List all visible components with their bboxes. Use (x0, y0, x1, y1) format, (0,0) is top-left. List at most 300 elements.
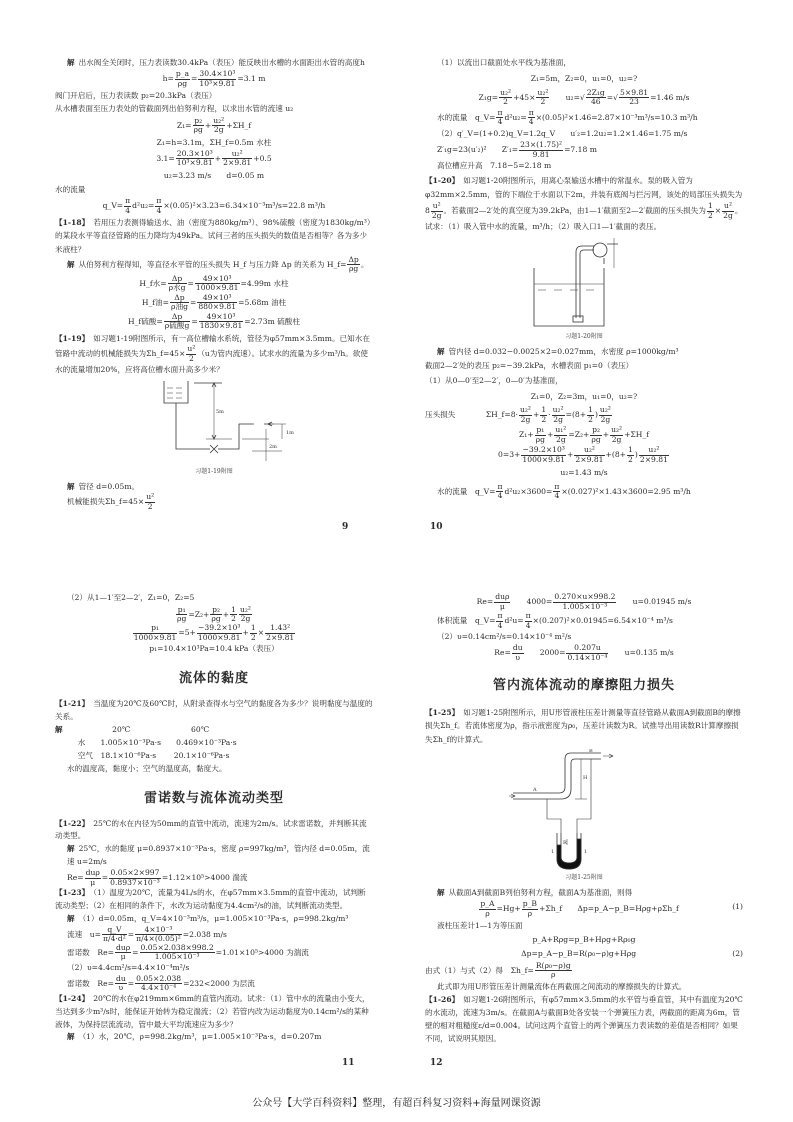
fraction (109, 869, 161, 887)
text-run: +Σh_f Δp=p_A−p_B=Hρg+ρΣh_f (538, 904, 679, 914)
equation (425, 644, 743, 662)
denominator: μ (120, 952, 126, 962)
text-run: 体积流量 q_V= (437, 616, 496, 625)
fraction (115, 944, 131, 962)
numerator: π (156, 196, 162, 206)
fraction (496, 483, 503, 501)
denominator: 2×9.81 (575, 454, 604, 464)
numerator: 1 (628, 445, 633, 455)
problem-label: 【1-25】 (425, 708, 460, 718)
denominator: ρ油g (171, 302, 188, 312)
text-run: + (567, 450, 574, 460)
text-run: （1）水，20℃，ρ=998.2kg/m³，μ=1.005×10⁻³Pa·s，d=0.207m (78, 1032, 322, 1042)
fraction (496, 612, 503, 630)
problem-label: 解 (67, 58, 75, 67)
numerator: p₂ (212, 604, 221, 614)
text-run: 从截面A到截面B列伯努利方程，截面A为基准面，则得 (448, 887, 633, 897)
equation (55, 643, 373, 656)
problem-label: 解 (55, 724, 63, 734)
text-run: d²u₂= (504, 112, 527, 122)
text-run: =(8+ (565, 410, 587, 420)
numerator: Δp (170, 294, 189, 304)
text-run: = (101, 873, 109, 883)
paragraph (425, 483, 743, 501)
denominator: ρ (527, 908, 533, 918)
equation (55, 275, 373, 293)
figure (425, 749, 743, 871)
fraction (610, 426, 623, 444)
denominator: 2×9.81 (639, 454, 668, 464)
numerator: p₁ (177, 604, 186, 614)
equation (55, 313, 373, 331)
equation (55, 70, 373, 88)
text-run: 从伯努利方程得知，等直径水平管的压头损失 H_f 与压力降 Δp 的关系为 H_f= (78, 259, 347, 269)
numerator: p_B (522, 899, 537, 909)
fraction (494, 593, 510, 611)
text-run: 20℃ 60℃ (66, 724, 210, 734)
text-run: 。若截面2—2′处的真空度为39.2kPa，由1—1′截面至2—2′截面的压头损失为 (443, 206, 706, 216)
denominator: ρg (177, 614, 187, 624)
text-run: =5+ (178, 628, 196, 638)
page-12 (425, 592, 743, 1052)
problem-label: 【1-24】 (55, 993, 90, 1003)
denominator: 2g (213, 125, 224, 135)
text-run: p₁=10.4×10³Pa=10.4 kPa（表压） (149, 644, 279, 654)
fraction (195, 275, 240, 293)
figure-label: 2m (269, 444, 277, 451)
text-run: =7.18 m (564, 145, 597, 155)
problem-label: 解 (67, 1032, 75, 1042)
numerator: −39.2×10³ (522, 445, 565, 455)
fraction (479, 900, 495, 918)
paragraph (425, 56, 743, 70)
denominator: 4 (497, 491, 503, 501)
numerator: u₂² (213, 115, 225, 125)
fraction (722, 202, 734, 220)
numerator: 0.270×u×998.2 (554, 592, 616, 601)
denominator: υ (118, 983, 124, 993)
numerator: 49×10³ (199, 313, 244, 323)
denominator: 4 (528, 117, 534, 127)
text-run: 从水槽表面至压力表处的管截面列出伯努利方程，以求出水管的流速 u₂ (55, 104, 294, 114)
denominator: 0.8937×10⁻³ (110, 877, 160, 887)
text-run: =2.038 m/s (182, 929, 227, 939)
paragraph (55, 480, 373, 493)
denominator: 2 (588, 414, 593, 424)
text-run: 如习题1-20附图所示，用离心泵输送水槽中的常温水。泵的吸入管为φ32mm×2.5mm，管的下端位于水面以下2m，并装有底阀与拦污网，该处的局部压头损失为8 (425, 175, 743, 216)
numerator: 1 (707, 201, 713, 211)
text-run: 压头损失 ΣH_f=8· (425, 410, 518, 420)
numerator: p₁ (133, 624, 178, 634)
text-run: 习题1-19附图 (195, 468, 233, 476)
paragraph (425, 109, 743, 127)
denominator: ρg (348, 264, 359, 274)
denominator: 0.14×10⁻⁴ (567, 652, 608, 662)
numerator: π (525, 611, 531, 620)
numerator: p_a (175, 69, 190, 79)
denominator: ρg (211, 614, 221, 624)
text-run: + (242, 628, 249, 638)
text-run: 此式即为用U形管压差计测量流体在两截面之间流动的摩擦损失的计算式。 (437, 981, 687, 991)
text-run: （2）υ=0.14cm²/s=0.14×10⁻⁴ m²/s (437, 632, 572, 641)
numerator: duρ (115, 942, 131, 952)
text-run: Z₁= (176, 120, 192, 130)
denominator: 2g (600, 414, 611, 424)
denominator: 4 (554, 491, 560, 501)
denominator: 1000×9.81 (522, 454, 566, 464)
text-run: +0.5 (253, 153, 272, 163)
text-run: 当温度为20℃及60℃时，从附录查得水与空气的黏度各为多少？说明黏度与温度的关系。 (55, 699, 373, 721)
denominator: 4 (125, 205, 131, 215)
text-run: = (191, 74, 198, 84)
text-run: +ΣH_f (226, 120, 252, 130)
problem-label: 【1-18】 (55, 218, 90, 228)
text-run: 水 1.005×10⁻³Pa·s 0.469×10⁻³Pa·s (55, 737, 237, 747)
paragraph (55, 818, 373, 844)
fraction (431, 202, 443, 220)
fraction (176, 150, 214, 168)
text-run: 0=3+ (498, 450, 521, 460)
denominator: 2g (553, 414, 563, 424)
numerator: 1 (588, 405, 593, 415)
figure-label: R (563, 839, 567, 846)
text-run: =Z₂+ (188, 609, 210, 619)
equation (425, 89, 743, 107)
denominator: 2 (188, 353, 194, 363)
denominator: 9.81 (532, 149, 550, 159)
fraction (170, 294, 189, 312)
paragraph (425, 374, 743, 388)
text-run: + (602, 430, 610, 440)
numerator: 1 (541, 405, 547, 415)
paragraph (55, 102, 373, 115)
figure-label: 1 (584, 848, 588, 855)
fraction (212, 117, 225, 135)
paragraph (55, 962, 373, 975)
numerator: p_A (480, 899, 495, 909)
denominator: 4 (497, 620, 503, 630)
text-run: 25℃的水在内径为50mm的直管中流动，流速为2m/s。试求雷诺数，并判断其流动类型。 (55, 818, 367, 841)
numerator: u₂² (239, 604, 251, 614)
paragraph (425, 345, 743, 359)
fraction (135, 975, 182, 993)
paragraph (55, 698, 373, 724)
denominator: 2 (541, 414, 547, 424)
text-run: = (132, 947, 139, 957)
text-run: 雷诺数 Re= (67, 978, 114, 988)
text-run: Re= (67, 873, 84, 883)
page-number: 12 (430, 1058, 443, 1068)
numerator: 0.05×2×997 (110, 868, 160, 878)
fraction (522, 900, 538, 918)
numerator: 30.4×10³ (199, 69, 236, 79)
numerator: 49×10³ (197, 294, 237, 304)
figure-label: 5m (216, 409, 224, 416)
numerator: du (512, 643, 523, 653)
denominator: 1000×9.81 (197, 632, 241, 642)
text-run: Z₁g= (478, 92, 499, 102)
text-run: h= (162, 74, 174, 84)
footer-watermark-text: 公众号【大学百科资料】整理，有超百科复习资料+海量网课资源 (252, 1098, 541, 1109)
numerator: Δp (168, 275, 187, 285)
text-run: =5.68m 油柱 (238, 297, 287, 307)
fraction (265, 624, 295, 642)
fraction (528, 109, 535, 127)
text-run: 4000= (511, 597, 553, 606)
paragraph (425, 980, 743, 993)
denominator: 2g (555, 434, 566, 444)
fraction (347, 256, 359, 274)
text-run: （1）以流出口截面处水平线为基准面， (437, 58, 571, 67)
text-run: =1.46 m/s (650, 92, 690, 102)
text-run: = (127, 978, 135, 988)
text-run: p_A+Rρg=p_B+Hρg+Rρ₀g (532, 935, 636, 945)
text-run: 空气 18.1×10⁻⁶Pa·s 20.1×10⁻⁶Pa·s (55, 750, 230, 760)
text-run: （2）υ=4.4cm²/s=4.4×10⁻⁴m²/s (67, 962, 190, 972)
fraction (627, 446, 634, 464)
fraction (102, 926, 127, 944)
fraction (176, 606, 187, 624)
numerator: p₁ (536, 425, 545, 435)
paragraph (425, 141, 743, 159)
text-run: （2）从1—1′至2—2′，Z₁=0，Z₂=5 (67, 593, 195, 602)
text-run: （u为管内流速）。试求水的流量为多少m³/h。欲使水的流量增加20%，应将高位槽水面升高多少米？ (55, 349, 368, 375)
denominator: ρ (485, 908, 490, 918)
numerator: 1 (231, 604, 236, 614)
denominator: 46 (590, 97, 601, 107)
figure-caption (55, 468, 373, 476)
fraction (496, 109, 503, 127)
fraction (599, 406, 612, 424)
paragraph (425, 630, 743, 643)
text-run: ×(0.05)²×3.23=6.34×10⁻³m³/s=22.8 m³/h (163, 201, 326, 211)
fraction (566, 644, 608, 662)
equation (425, 446, 743, 464)
text-run: d²u₂×3600= (504, 486, 553, 496)
fraction (519, 406, 532, 424)
table-row (55, 724, 373, 737)
text-run: Z₁+ (518, 430, 534, 440)
figure (425, 238, 743, 330)
numerator: 49×10³ (195, 275, 240, 285)
numerator: q_V (102, 926, 127, 936)
fraction (535, 426, 546, 444)
text-run: 液柱压差计1—1为等压面 (437, 921, 523, 931)
paragraph (55, 869, 373, 887)
denominator: 2 (503, 97, 508, 107)
paragraph (425, 174, 743, 235)
page-10 (425, 56, 743, 516)
text-run: +(8+ (605, 450, 627, 460)
problem-label: 【1-22】 (55, 818, 90, 828)
denominator: 2×9.81 (266, 632, 295, 642)
fraction (135, 926, 182, 944)
denominator: 4 (525, 620, 531, 630)
denominator: ρg (177, 78, 188, 88)
text-run: · (548, 410, 551, 420)
page-9 (55, 56, 373, 516)
denominator: 2g (431, 210, 442, 220)
paragraph (425, 962, 743, 980)
text-run: 机械能损失Σh_f=45× (67, 497, 145, 507)
text-run: =Z₂+ (568, 430, 590, 440)
fraction (512, 644, 524, 662)
paragraph (425, 406, 743, 424)
equation (425, 900, 743, 918)
text-run: 管内径 d=0.032−0.0025×2=0.027mm，水密度 ρ=1000kg/m³ (448, 346, 679, 356)
fraction (587, 406, 594, 424)
text-run: （1）温度为20℃，流量为4L/s的水，在φ57mm×3.5mm的直管中流动，试判断流动类型；（2）在相同的条件下，水改为运动黏度为4.4cm²/s的油，试判断流动类型。 (55, 888, 366, 911)
text-run: Z′₁g=23(u′₂)² Z′₁= (437, 145, 519, 155)
fraction (145, 493, 155, 511)
fraction (155, 197, 162, 215)
fraction (553, 483, 560, 501)
paragraph (55, 993, 373, 1032)
denominator: 4.4×10⁻⁴ (141, 983, 177, 993)
fraction (552, 406, 565, 424)
figure-label: B (589, 748, 593, 754)
problem-label: 解 (437, 346, 445, 356)
numerator: 4×10⁻³ (135, 926, 182, 936)
denominator: 1000×9.81 (133, 632, 177, 642)
paragraph (425, 706, 743, 746)
text-run: 水的温度高，黏度小；空气的温度高，黏度大。 (67, 763, 227, 773)
paragraph (425, 612, 743, 630)
equation-number: (2) (732, 949, 743, 959)
fraction (540, 406, 547, 424)
numerator: u₂² (599, 405, 611, 415)
equation (55, 117, 373, 135)
text-run: 截面2—2′处的表压 p₂=−39.2kPa，水槽表面 p₁=0（表压） (425, 361, 634, 371)
figure-1-20-pump-suction-diagram (514, 238, 654, 330)
table-row (55, 750, 373, 763)
paragraph (55, 332, 373, 376)
text-run: 如习题1-19附图所示，有一高位槽输水系统，管径为φ57mm×3.5mm。已知水在管路中流动的机械能损失为Σh_f=45× (55, 333, 370, 359)
text-run: d²u= (504, 616, 524, 625)
figure (55, 379, 373, 465)
denominator: 880×9.81 (198, 302, 237, 312)
fraction (197, 624, 242, 642)
denominator: 2 (707, 210, 713, 220)
table-row (55, 737, 373, 750)
denominator: 2 (231, 614, 236, 624)
denominator: μ (499, 601, 505, 611)
numerator: u₁² (555, 425, 567, 435)
figure-caption (425, 333, 743, 341)
equation (425, 466, 743, 480)
problem-label: 解 (67, 913, 75, 923)
denominator: π/4×(0.05)² (136, 934, 181, 944)
numerator: π (554, 481, 560, 491)
text-run: ) (634, 450, 638, 460)
text-run: u₂=3.23 m/s d=0.05 m (163, 170, 265, 180)
text-run: d²u₂= (132, 201, 155, 211)
denominator: 2g (520, 414, 531, 424)
text-run: 高位槽应升高 7.18−5=2.18 m (437, 161, 552, 171)
text-run: Δp=p_A−p_B=R(ρ₀−ρ)g+Hρg (521, 949, 637, 959)
paragraph (55, 216, 373, 256)
numerator: Δp (348, 254, 359, 264)
numerator: 0.05×2.038×998.2 (140, 942, 214, 952)
text-run: 习题1-25附图 (565, 873, 603, 881)
denominator: 23 (629, 97, 639, 107)
section-heading (425, 678, 743, 694)
equation (425, 593, 743, 611)
text-run: = (189, 297, 197, 307)
text-run: =√ (606, 92, 618, 102)
page-number: 11 (342, 1058, 355, 1068)
numerator: du (115, 973, 126, 983)
page-number: 9 (342, 522, 349, 532)
numerator: u² (724, 201, 732, 211)
text-run: 由式（1）与式（2）得 Σh_f= (425, 965, 534, 975)
fraction (619, 89, 649, 107)
section-heading (55, 671, 373, 687)
text-run: 。试求：（1）吸入管中水的流量，m³/h；（2）吸入口1—1′截面的表压。 (425, 206, 743, 232)
numerator: u₂² (519, 405, 531, 415)
denominator: 1.005×10⁻³ (154, 952, 200, 962)
paragraph (55, 926, 373, 944)
denominator: 2 (628, 454, 633, 464)
text-run: 20℃的水在φ219mm×6mm的直管内流动。试求：（1）管中水的流量由小变大，当达到多少m³/s时，能保证开始转为稳定湍流；（2）若管内改为运动黏度为0.14cm²/s的某种液体，为保持层流流动，管中最大平均流速应为多少？ (55, 993, 370, 1029)
fraction (586, 89, 606, 107)
paragraph (55, 944, 373, 962)
fraction (639, 446, 669, 464)
text-run: 。 (360, 259, 369, 269)
text-run: u=0.01945 m/s (617, 597, 692, 606)
figure-label: H (583, 774, 588, 781)
fraction (535, 962, 572, 980)
page-number: 10 (430, 522, 443, 532)
fraction (499, 89, 512, 107)
denominator: 1830×9.81 (199, 321, 243, 331)
text-run: （2）q′_V=(1+0.2)q_V=1.2q_V u′₂=1.2u₂=1.2×1.46=1.75 m/s (437, 128, 688, 138)
text-run: + (214, 153, 222, 163)
equation (425, 390, 743, 404)
text-run: +45× (513, 92, 536, 102)
denominator: ρ (551, 970, 556, 980)
fraction (210, 606, 221, 624)
page-11 (55, 592, 373, 1052)
figure-1-19-high-tank-diagram (114, 379, 314, 465)
fraction (574, 446, 604, 464)
problem-label: 解 (67, 259, 75, 269)
denominator: 2 (540, 97, 546, 107)
equation (425, 426, 743, 444)
paragraph (55, 843, 373, 869)
numerator: R(ρ₀−ρ)g (535, 960, 571, 970)
numerator: 23×(1.75)² (520, 140, 563, 150)
text-run: =1.12×10⁵>4000 湍流 (161, 873, 248, 883)
figure-caption (425, 874, 743, 882)
text-run: H_f硫酸= (128, 316, 163, 326)
text-run: H_f水= (139, 278, 167, 288)
text-run: 水的流量 (55, 185, 86, 195)
paragraph (425, 159, 743, 173)
paragraph (55, 1031, 373, 1044)
text-run: + (546, 430, 554, 440)
text-run: Re= (476, 597, 494, 606)
text-run: 流速 u= (67, 929, 102, 939)
paragraph (425, 919, 743, 932)
fraction (519, 141, 563, 159)
text-run: =1.01×10⁵>4000 为湍流 (215, 947, 309, 957)
problem-label: 【1-20】 (425, 175, 460, 185)
fraction (222, 150, 252, 168)
fraction (124, 197, 131, 215)
text-run: Z₁=0，Z₂=3m，u₁=0，u₂=? (530, 392, 638, 402)
fraction (140, 944, 215, 962)
